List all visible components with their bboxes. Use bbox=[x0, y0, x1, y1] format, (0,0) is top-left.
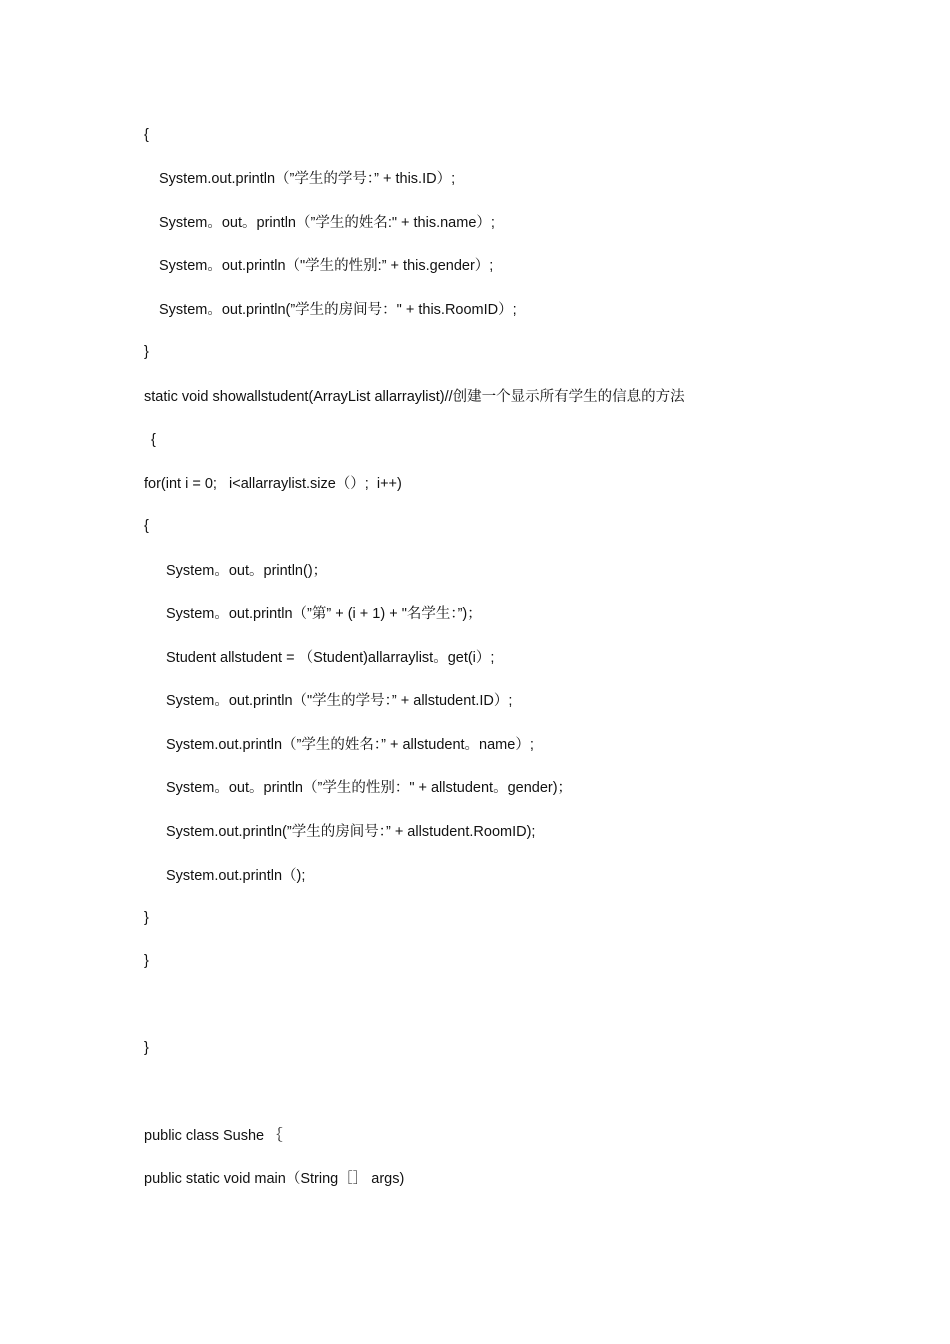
code-line: for(int i = 0; i<allarraylist.size（）; i++) bbox=[144, 476, 402, 492]
code-line: System.out.println（”学生的姓名：” + allstudent。name）; bbox=[166, 737, 534, 753]
code-line: { bbox=[151, 432, 156, 448]
code-line: } bbox=[144, 1040, 149, 1056]
code-line: System.out.println（”学生的学号：” + this.ID）; bbox=[159, 171, 456, 187]
code-line: System。out。println（”学生的性别：" + allstudent。gender)； bbox=[166, 780, 573, 796]
code-line: System。out.println（"学生的性别:” + this.gender）; bbox=[159, 258, 494, 274]
code-line: } bbox=[144, 344, 149, 360]
code-line: System。out.println(”学生的房间号：" + this.RoomID）; bbox=[159, 302, 517, 318]
code-line: { bbox=[144, 127, 149, 143]
code-line: } bbox=[144, 953, 149, 969]
code-line: System。out。println()； bbox=[166, 563, 328, 579]
code-line: public static void main（String［］ args) bbox=[144, 1171, 405, 1187]
code-line: public class Sushe ｛ bbox=[144, 1128, 283, 1144]
code-line: System.out.println(”学生的房间号：” + allstudent.RoomID); bbox=[166, 824, 536, 840]
code-line: } bbox=[144, 910, 149, 926]
code-line: Student allstudent = （Student)allarraylist。get(i）; bbox=[166, 650, 495, 666]
code-line: static void showallstudent(ArrayList allarraylist)//创建一个显示所有学生的信息的方法 bbox=[144, 389, 685, 405]
code-line: System。out。println（”学生的姓名:" + this.name）; bbox=[159, 215, 495, 231]
code-line: System.out.println（); bbox=[166, 868, 306, 884]
code-line: System。out.println（”第” + (i + 1) + "名学生：”)； bbox=[166, 606, 482, 622]
code-line: System。out.println（"学生的学号：” + allstudent.ID）; bbox=[166, 693, 513, 709]
code-line: { bbox=[144, 518, 149, 534]
